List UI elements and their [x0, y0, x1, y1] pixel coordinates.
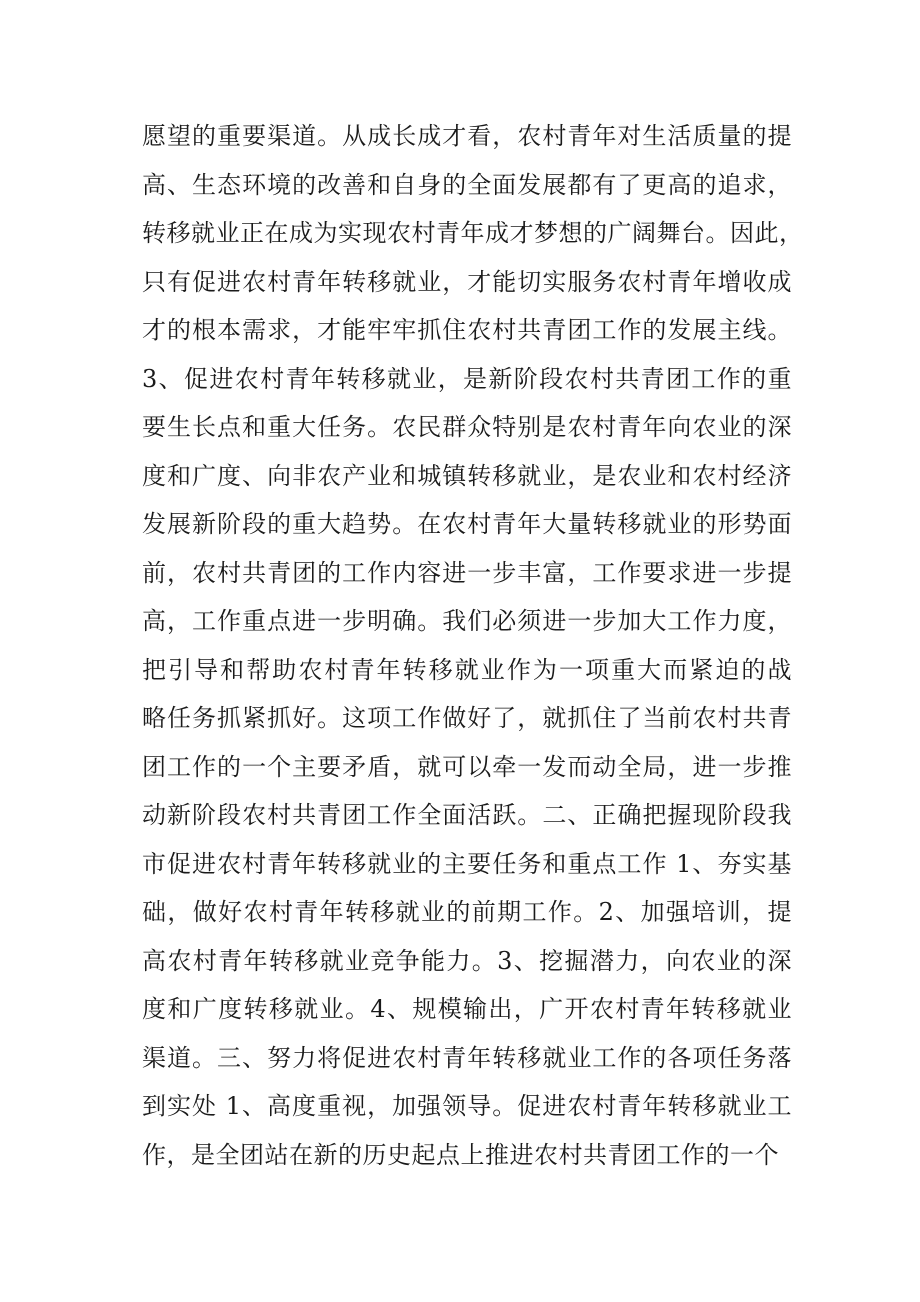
text-line: 度和广度、向非农产业和城镇转移就业，是农业和农村经济 [142, 461, 792, 490]
text-line: 只有促进农村青年转移就业，才能切实服务农村青年增收成 [142, 267, 792, 296]
text-line: 愿望的重要渠道。从成长成才看，农村青年对生活质量的提 [142, 122, 792, 150]
text-line: 把引导和帮助农村青年转移就业作为一项重大而紧迫的战 [142, 655, 792, 684]
text-line: 略任务抓紧抓好。这项工作做好了，就抓住了当前农村共青 [142, 704, 792, 732]
text-line: 础，做好农村青年转移就业的前期工作。2、加强培训，提 [142, 898, 792, 926]
text-line: 转移就业正在成为实现农村青年成才梦想的广阔舞台。因此， [142, 219, 804, 247]
text-line: 到实处 1、高度重视，加强领导。促进农村青年转移就业工 [142, 1092, 792, 1120]
text-line: 高、生态环境的改善和自身的全面发展都有了更高的追求， [142, 170, 792, 199]
text-line: 作，是全团站在新的历史起点上推进农村共青团工作的一个 [142, 1140, 779, 1169]
text-line: 3、促进农村青年转移就业，是新阶段农村共青团工作的重 [142, 364, 792, 393]
text-line: 发展新阶段的重大趋势。在农村青年大量转移就业的形势面 [142, 510, 792, 538]
text-line: 前，农村共青团的工作内容进一步丰富，工作要求进一步提 [142, 558, 792, 587]
text-line: 度和广度转移就业。4、规模输出，广开农村青年转移就业 [142, 995, 792, 1023]
text-line: 动新阶段农村共青团工作全面活跃。二、正确把握现阶段我 [142, 801, 792, 829]
text-line: 要生长点和重大任务。农民群众特别是农村青年向农业的深 [142, 413, 792, 441]
body-text [142, 112, 804, 1179]
text-line: 市促进农村青年转移就业的主要任务和重点工作 1、夯实基 [142, 849, 792, 878]
text-line: 团工作的一个主要矛盾，就可以牵一发而动全局，进一步推 [142, 752, 792, 781]
text-line: 才的根本需求，才能牢牢抓住农村共青团工作的发展主线。 [142, 316, 792, 344]
text-line: 高农村青年转移就业竞争能力。3、挖掘潜力，向农业的深 [142, 946, 792, 975]
text-line: 高，工作重点进一步明确。我们必须进一步加大工作力度， [142, 607, 792, 635]
text-line: 渠道。三、努力将促进农村青年转移就业工作的各项任务落 [142, 1043, 792, 1072]
